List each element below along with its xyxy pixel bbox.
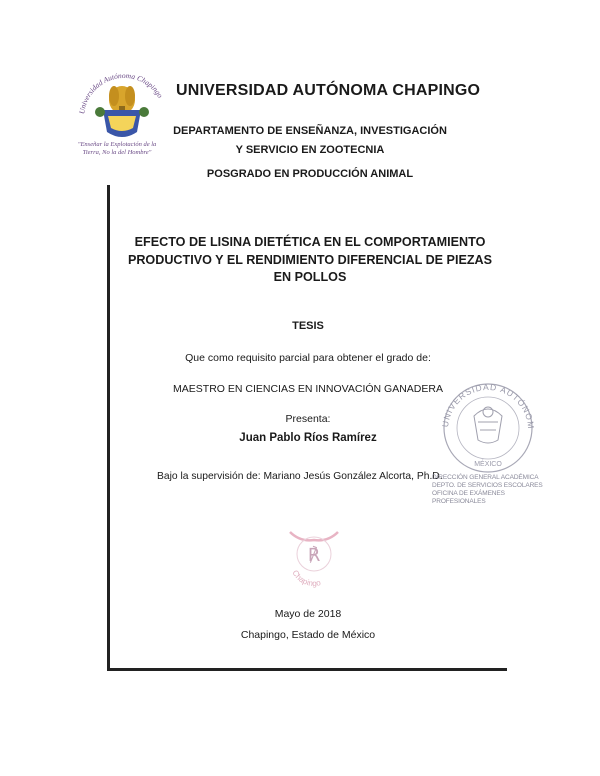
department: DEPARTAMENTO DE ENSEÑANZA, INVESTIGACIÓN Y SERVICIO EN ZOOTECNIA	[173, 125, 447, 156]
university-name: UNIVERSIDAD AUTÓNOMA CHAPINGO	[176, 82, 481, 99]
degree-name: MAESTRO EN CIENCIAS EN INNOVACIÓN GANADERA	[173, 383, 443, 395]
program-name: POSGRADO EN PRODUCCIÓN ANIMAL	[206, 168, 414, 180]
leaf-icon	[139, 107, 149, 117]
watermark-text: Chapingo	[290, 568, 322, 589]
logo-ring-text: Universidad Autónoma Chapingo	[77, 70, 165, 115]
document-type: TESIS	[292, 320, 324, 332]
bull-horns-icon	[290, 532, 338, 540]
frame-left-rule	[107, 185, 110, 671]
watermark-monogram: ℟	[307, 545, 321, 565]
requirement-text: Que como requisito parcial para obtener el grado de:	[185, 352, 431, 364]
supervision-text: Bajo la supervisión de: Mariano Jesús González Alcorta, Ph.D.	[157, 471, 443, 482]
seal-office-text: DIRECCIÓN GENERAL ACADÉMICA DEPTO. DE SERVICIOS ESCOLARES OFICINA DE EXÁMENES PROFESIONALES	[432, 474, 543, 505]
place: Chapingo, Estado de México	[240, 629, 376, 641]
motto: "Enseñar la Explotación de la Tierra, No la del Hombre"	[77, 141, 157, 156]
author-name: Juan Pablo Ríos Ramírez	[239, 432, 377, 444]
university-logo	[70, 66, 180, 146]
seal-bottom-text: MÉXICO	[474, 461, 502, 468]
date: Mayo de 2018	[274, 608, 342, 620]
chapingo-watermark	[276, 518, 352, 594]
thesis-title: EFECTO DE LISINA DIETÉTICA EN EL COMPORTAMIENTO PRODUCTIVO Y EL RENDIMIENTO DIFERENCIAL DE PIEZAS EN POLLOS	[127, 235, 493, 284]
frame-bottom-rule	[107, 668, 507, 671]
presented-label: Presenta:	[285, 413, 331, 425]
seal-ring-text: UNIVERSIDAD AUTÓNOM	[440, 381, 537, 430]
leaf-icon	[95, 107, 105, 117]
